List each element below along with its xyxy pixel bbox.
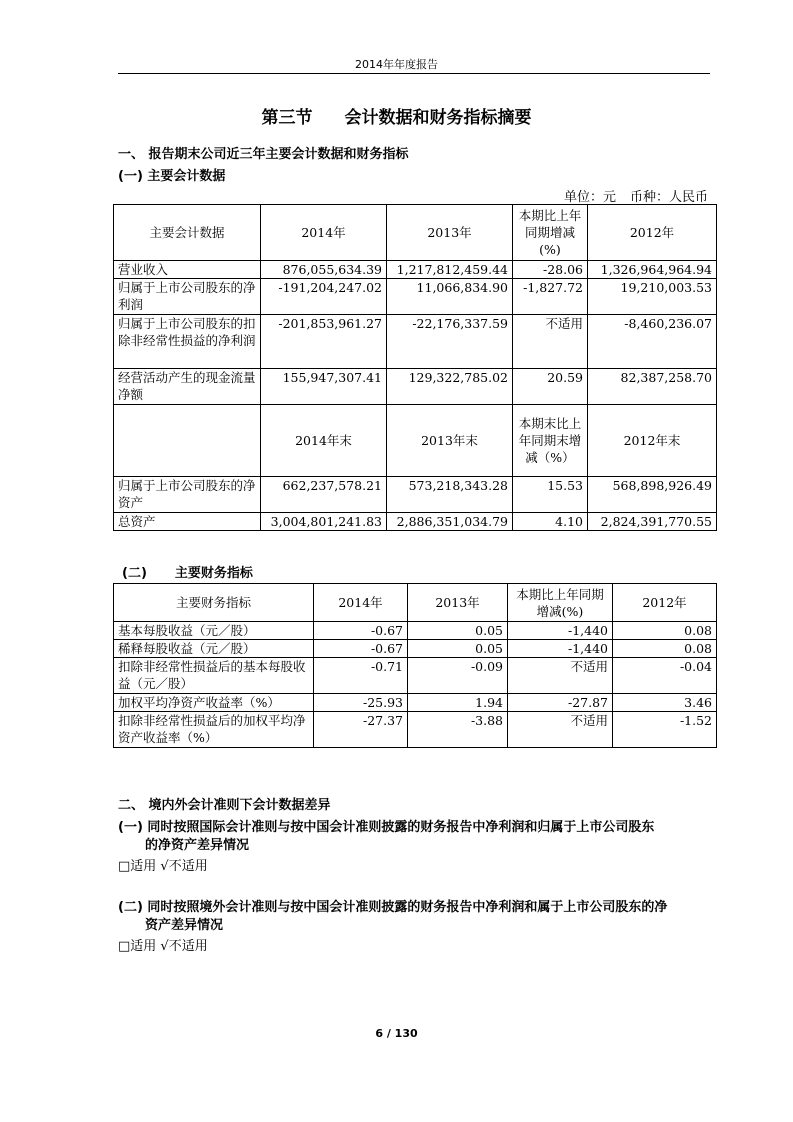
table-row [114,261,717,279]
table-subheader-row [114,405,717,477]
cell-value: 82,387,258.70 [588,369,717,405]
part2-item2-line1: (二) 同时按照境外会计准则与按中国会计准则披露的财务报告中净利润和属于上市公司股东的净 [118,900,668,915]
cell-value: 1.94 [408,694,508,712]
table-header-row [114,205,717,261]
unit-label: 单位：元 [563,190,616,205]
part2-item1-applicability: □适用 √不适用 [118,859,208,874]
main-accounting-data-table [113,204,717,531]
page-number: 6 / 130 [375,1027,418,1040]
part1-heading: 一、 报告期末公司近三年主要会计数据和财务指标 [118,147,409,162]
header-cell: 本期比上年同期增减(%) [513,205,588,261]
table-header-row [114,584,717,622]
cell-value: 1,326,964,964.94 [588,261,717,279]
cell-value: 876,055,634.39 [261,261,387,279]
cell-value: -3.88 [408,712,508,748]
cell-value: -201,853,961.27 [261,315,387,369]
cell-value: 不适用 [513,315,588,369]
section-number: 第三节 [261,108,313,128]
cell-value: -1,440 [508,640,613,658]
table-row [114,315,717,369]
key-financial-indicators-table [113,583,717,748]
cell-value: 11,066,834.90 [387,279,513,315]
table-row [114,712,717,748]
cell-value: 不适用 [508,658,613,694]
cell-value: 662,237,578.21 [261,477,387,513]
row-label: 扣除非经常性损益后的加权平均净资产收益率（%） [114,712,314,748]
header-cell: 2013年末 [387,405,513,477]
header-cell: 2012年 [588,205,717,261]
cell-value: 1,217,812,459.44 [387,261,513,279]
part1-sub2-heading [122,562,253,581]
row-label: 经营活动产生的现金流量净额 [114,369,261,405]
table-row [114,279,717,315]
header-cell [114,405,261,477]
row-label: 营业收入 [114,261,261,279]
part2-item2-applicability: □适用 √不适用 [118,939,208,954]
table-row [114,640,717,658]
section-title-text: 会计数据和财务指标摘要 [344,108,532,128]
header-cell: 2014年 [261,205,387,261]
cell-value: 155,947,307.41 [261,369,387,405]
cell-value: -25.93 [314,694,408,712]
cell-value: -27.87 [508,694,613,712]
table-row [114,658,717,694]
row-label: 稀释每股收益（元／股） [114,640,314,658]
cell-value: 568,898,926.49 [588,477,717,513]
row-label: 基本每股收益（元／股） [114,622,314,640]
cell-value: 2,824,391,770.55 [588,513,717,531]
header-cell: 2014年 [314,584,408,622]
cell-value: -27.37 [314,712,408,748]
report-header: 2014年年度报告 [355,58,438,71]
header-cell: 本期末比上年同期末增减（%） [513,405,588,477]
row-label: 归属于上市公司股东的扣除非经常性损益的净利润 [114,315,261,369]
header-cell: 2012年末 [588,405,717,477]
cell-value: 不适用 [508,712,613,748]
cell-value: 129,322,785.02 [387,369,513,405]
sub2-title: 主要财务指标 [174,566,253,581]
cell-value: 0.05 [408,622,508,640]
cell-value: 0.08 [613,622,717,640]
cell-value: -0.09 [408,658,508,694]
cell-value: 3.46 [613,694,717,712]
row-label: 归属于上市公司股东的净利润 [114,279,261,315]
cell-value: -0.71 [314,658,408,694]
cell-value: -1.52 [613,712,717,748]
cell-value: -1,827.72 [513,279,588,315]
cell-value: 0.05 [408,640,508,658]
header-cell: 主要财务指标 [114,584,314,622]
cell-value: 3,004,801,241.83 [261,513,387,531]
cell-value: 573,218,343.28 [387,477,513,513]
header-cell: 2012年 [613,584,717,622]
unit-line [564,186,708,205]
part2-item2-line2: 资产差异情况 [145,918,224,933]
header-cell: 2013年 [408,584,508,622]
header-cell: 本期比上年同期增减(%) [508,584,613,622]
sub2-number: (二) [122,566,147,581]
cell-value: 20.59 [513,369,588,405]
cell-value: 2,886,351,034.79 [387,513,513,531]
cell-value: 15.53 [513,477,588,513]
header-divider [118,73,710,74]
cell-value: -1,440 [508,622,613,640]
cell-value: -28.06 [513,261,588,279]
part1-sub1-heading: (一) 主要会计数据 [118,169,226,184]
table-row [114,369,717,405]
currency-label: 币种：人民币 [629,190,708,205]
table-row [114,477,717,513]
table-row [114,622,717,640]
row-label: 加权平均净资产收益率（%） [114,694,314,712]
cell-value: 4.10 [513,513,588,531]
cell-value: -0.04 [613,658,717,694]
header-cell: 2014年末 [261,405,387,477]
header-cell: 2013年 [387,205,513,261]
cell-value: 19,210,003.53 [588,279,717,315]
cell-value: -22,176,337.59 [387,315,513,369]
part2-heading: 二、 境内外会计准则下会计数据差异 [118,798,331,813]
table-row [114,694,717,712]
header-cell: 主要会计数据 [114,205,261,261]
section-title [0,103,793,128]
row-label: 归属于上市公司股东的净资产 [114,477,261,513]
cell-value: -8,460,236.07 [588,315,717,369]
cell-value: 0.08 [613,640,717,658]
cell-value: -191,204,247.02 [261,279,387,315]
part2-item1-line1: (一) 同时按照国际会计准则与按中国会计准则披露的财务报告中净利润和归属于上市公司股东 [118,820,655,835]
cell-value: -0.67 [314,622,408,640]
part2-item1-line2: 的净资产差异情况 [145,838,250,853]
row-label: 总资产 [114,513,261,531]
row-label: 扣除非经常性损益后的基本每股收益（元／股） [114,658,314,694]
cell-value: -0.67 [314,640,408,658]
table-row [114,513,717,531]
